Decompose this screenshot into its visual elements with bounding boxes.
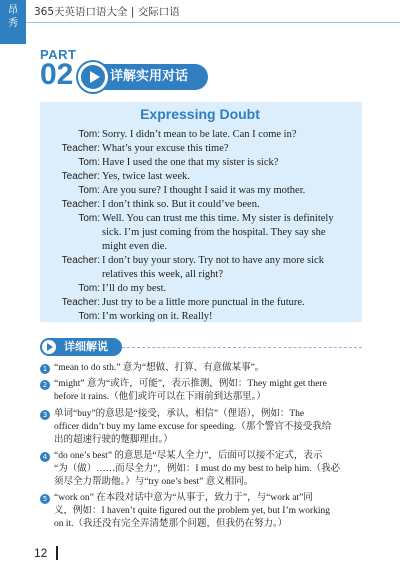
speaker: Teacher: [61, 199, 100, 210]
line-text: sick. I’m just coming from the hospital. They say she [102, 227, 326, 238]
note-line: 须尽全力帮助他。）与“try one’s best” 意义相同。 [54, 477, 254, 487]
note-line: 单词“buy”的意思是“接受，承认，相信”（俚语），例如：The [54, 409, 305, 419]
note-line: “do one’s best” 的意思是“尽某人全力”，后面可以接不定式，表示 [54, 451, 323, 461]
speaker: Teacher: [61, 143, 100, 154]
line-text: Just try to be a little more punctual in the future. [102, 297, 305, 308]
note-line: “为（做）……而尽全力”，例如：I must do my best to help him.（我必 [54, 464, 341, 474]
line-text: I don’t think so. But it could’ve been. [102, 199, 260, 210]
line-text: I’ll do my best. [102, 283, 167, 294]
side-tab [0, 0, 26, 44]
dialogue-line [44, 156, 364, 170]
speaker: Tom: [78, 213, 100, 224]
dialogue-line [44, 212, 364, 226]
dialogue-line [44, 170, 364, 184]
dialogue-line [44, 310, 364, 324]
book-title: 365天英语口语大全 | 交际口语 [34, 6, 180, 18]
dialogue-line [44, 296, 364, 310]
line-text: What’s your excuse this time? [102, 143, 229, 154]
line-text: I don’t buy your story. Try not to have any more sick [102, 255, 324, 266]
part-number: 02 [40, 58, 74, 91]
note-item [40, 492, 364, 531]
line-text: I’m working on it. Really! [102, 311, 213, 322]
speaker: Tom: [78, 129, 100, 140]
note-number: 5 [40, 494, 50, 504]
play-icon [42, 340, 56, 354]
part-label [40, 48, 76, 89]
part-word: PART [40, 47, 77, 62]
speaker: Teacher: [61, 297, 100, 308]
note-line: 义，例如：I haven’t quite figured out the problem yet, but I’m working [54, 506, 331, 516]
speaker: Tom: [78, 283, 100, 294]
dialogue-line [44, 254, 364, 268]
side-tab-char: 秀 [8, 18, 18, 29]
note-item [40, 408, 364, 447]
speaker: Tom: [78, 311, 100, 322]
note-item [40, 362, 364, 375]
dialogue-line [44, 198, 364, 212]
speaker: Tom: [78, 157, 100, 168]
note-line: “work on” 在本段对话中意为“从事于，致力于”，与“work at”同 [54, 493, 313, 503]
section-title: 详解实用对话 [78, 64, 208, 90]
note-line: “mean to do sth.” 意为“想做、打算、有意做某事”。 [54, 363, 265, 373]
page-number: 12 [34, 546, 48, 560]
line-text: relatives this week, all right? [102, 269, 224, 280]
speaker: Teacher: [61, 171, 100, 182]
page-number-bar [56, 546, 58, 560]
speaker: Tom: [78, 185, 100, 196]
note-number: 4 [40, 452, 50, 462]
notes-divider [122, 347, 362, 348]
note-line: “might” 意为“或许，可能”，表示推测，例如：They might get there [54, 379, 327, 389]
speaker: Teacher: [61, 255, 100, 266]
line-text: might even die. [102, 241, 168, 252]
line-text: Sorry. I didn’t mean to be late. Can I come in? [102, 129, 297, 140]
note-item [40, 450, 364, 489]
line-text: Are you sure? I thought I said it was my mother. [102, 185, 306, 196]
note-number: 1 [40, 364, 50, 374]
note-line: on it.（我还没有完全弄清楚那个问题，但我仍在努力。） [54, 519, 288, 529]
dialogue-title: Expressing Doubt [140, 106, 260, 122]
dialogue-line [44, 128, 364, 142]
note-number: 2 [40, 380, 50, 390]
dialogue-line [44, 282, 364, 296]
note-line: officer didn’t buy my lame excuse for speeding.（那个警官不接受我给 [54, 422, 332, 432]
line-text: Have I used the one that my sister is sick? [102, 157, 279, 168]
line-text: Well. You can trust me this time. My sister is definitely [102, 213, 334, 224]
note-item [40, 378, 364, 404]
notes-title: 详细解说 [40, 338, 122, 356]
play-icon [78, 62, 108, 92]
dialogue-line [44, 184, 364, 198]
line-text: Yes, twice last week. [102, 171, 190, 182]
header-divider [26, 22, 400, 23]
side-tab-char: 昂 [8, 5, 18, 16]
note-line: 出的超速行驶的蹩脚理由。） [54, 435, 173, 445]
note-number: 3 [40, 410, 50, 420]
note-line: before it rains.（他们或许可以在下雨前到达那里。） [54, 392, 266, 402]
dialogue-line [44, 142, 364, 156]
